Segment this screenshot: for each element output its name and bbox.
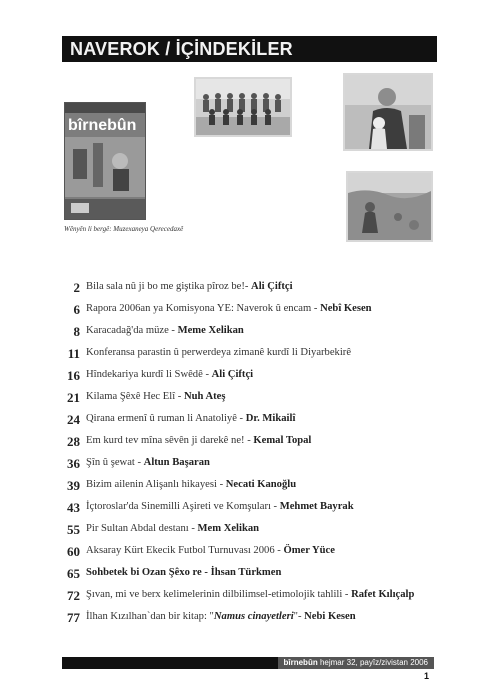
toc-page-number: 77 <box>67 610 80 625</box>
toc-book-title: Namus cinayetleri <box>213 611 294 622</box>
toc-author: Nuh Ateş <box>183 391 226 402</box>
toc-title: Hîndekariya kurdî li Swêdê - Ali Çiftçi <box>86 369 254 380</box>
toc-page-number: 65 <box>67 566 80 581</box>
toc-title: Kilama Şêxê Hec Elî - Nuh Ateş <box>86 391 226 402</box>
toc-title <box>86 567 281 578</box>
toc-page-number: 72 <box>67 588 80 603</box>
toc-page-number: 60 <box>67 544 80 559</box>
toc-title: Karacadağ'da müze - Meme Xelikan <box>86 325 244 336</box>
toc-title: Rapora 2006an ya Komisyona YE: Naverok û encam - Nebî Kesen <box>86 303 372 314</box>
toc-author: Mem Xelikan <box>197 523 260 534</box>
child-photo <box>346 171 433 242</box>
toc-title: Bila sala nû ji bo me giştika pîroz be!- Ali Çiftçi <box>86 281 293 292</box>
toc-title: Pir Sultan Abdal destanı - Mem Xelikan <box>86 523 260 534</box>
footer-issue <box>278 657 435 669</box>
toc-author: Meme Xelikan <box>177 325 244 336</box>
toc-page-number: 16 <box>67 368 80 383</box>
toc-author: Nebî Kesen <box>320 303 372 314</box>
footer-bar <box>62 657 434 669</box>
page-title: NAVEROK / İÇİNDEKİLER <box>70 39 293 59</box>
toc-author: Sohbetek bi Ozan Şêxo re - İhsan Türkmen <box>86 567 282 578</box>
toc-page-number: 21 <box>67 390 80 405</box>
page-number: 1 <box>424 671 430 681</box>
toc-author: Nebi Kesen <box>304 611 356 622</box>
footer-issue-text: hejmar 32, payîz/zivistan 2006 <box>317 658 428 667</box>
toc-page-number: 6 <box>73 302 80 317</box>
toc-page-number: 8 <box>73 324 80 339</box>
toc-page-number: 43 <box>67 500 80 515</box>
toc-author: Ömer Yüce <box>283 545 335 556</box>
toc-author: Necati Kanoğlu <box>225 479 297 490</box>
toc-page-number: 24 <box>67 412 80 427</box>
toc-title: Bizim ailenin Alişanlı hikayesi - Necati Kanoğlu <box>86 479 297 490</box>
toc-author: Kemal Topal <box>253 435 312 446</box>
magazine-cover <box>64 102 146 220</box>
toc-title: Şıvan, mi ve berx kelimelerinin dilbilimsel-etimolojik tahlili - Rafet Kılıçalp <box>86 589 415 600</box>
toc-title: Aksaray Kürt Ekecik Futbol Turnuvası 2006 - Ömer Yüce <box>86 545 335 556</box>
toc-title: Şîn û şewat - Altun Başaran <box>86 457 210 468</box>
toc-page-number: 2 <box>73 280 80 295</box>
toc-title: İçtoroslar'da Sinemilli Aşireti ve Komşuları - Mehmet Bayrak <box>86 501 354 512</box>
toc-author: Ali Çiftçi <box>251 281 293 292</box>
toc-page-number: 36 <box>67 456 80 471</box>
family-photo <box>343 73 433 151</box>
toc-author: Altun Başaran <box>143 457 210 468</box>
toc-title: Qirana ermenî û ruman li Anatoliyê - Dr. Mikailî <box>86 413 296 424</box>
toc-title: İlhan Kızılhan`dan bir kitap: "Namus cinayetleri"- Nebi Kesen <box>86 611 356 622</box>
toc-title: Konferansa parastin û perwerdeya zimanê kurdî li Diyarbekirê <box>86 347 352 358</box>
footer-brand: bîrnebûn <box>283 658 318 667</box>
cover-caption: Wênyên li bergê: Muzexaneya Qerecedaxê <box>64 225 184 233</box>
toc-author: Mehmet Bayrak <box>279 501 354 512</box>
toc-page-number: 55 <box>67 522 80 537</box>
toc-author: Ali Çiftçi <box>211 369 254 380</box>
toc-page-number: 39 <box>67 478 80 493</box>
toc-author: Rafet Kılıçalp <box>351 589 415 600</box>
toc-title: Em kurd tev mîna sêvên ji darekê ne! - Kemal Topal <box>86 435 312 446</box>
header-banner <box>62 36 437 62</box>
toc-page-number: 11 <box>67 346 80 361</box>
toc-page-number: 28 <box>67 434 80 449</box>
team-photo <box>194 77 292 137</box>
toc-author: Dr. Mikailî <box>245 413 296 424</box>
cover-logo: bîrnebûn <box>68 117 137 134</box>
